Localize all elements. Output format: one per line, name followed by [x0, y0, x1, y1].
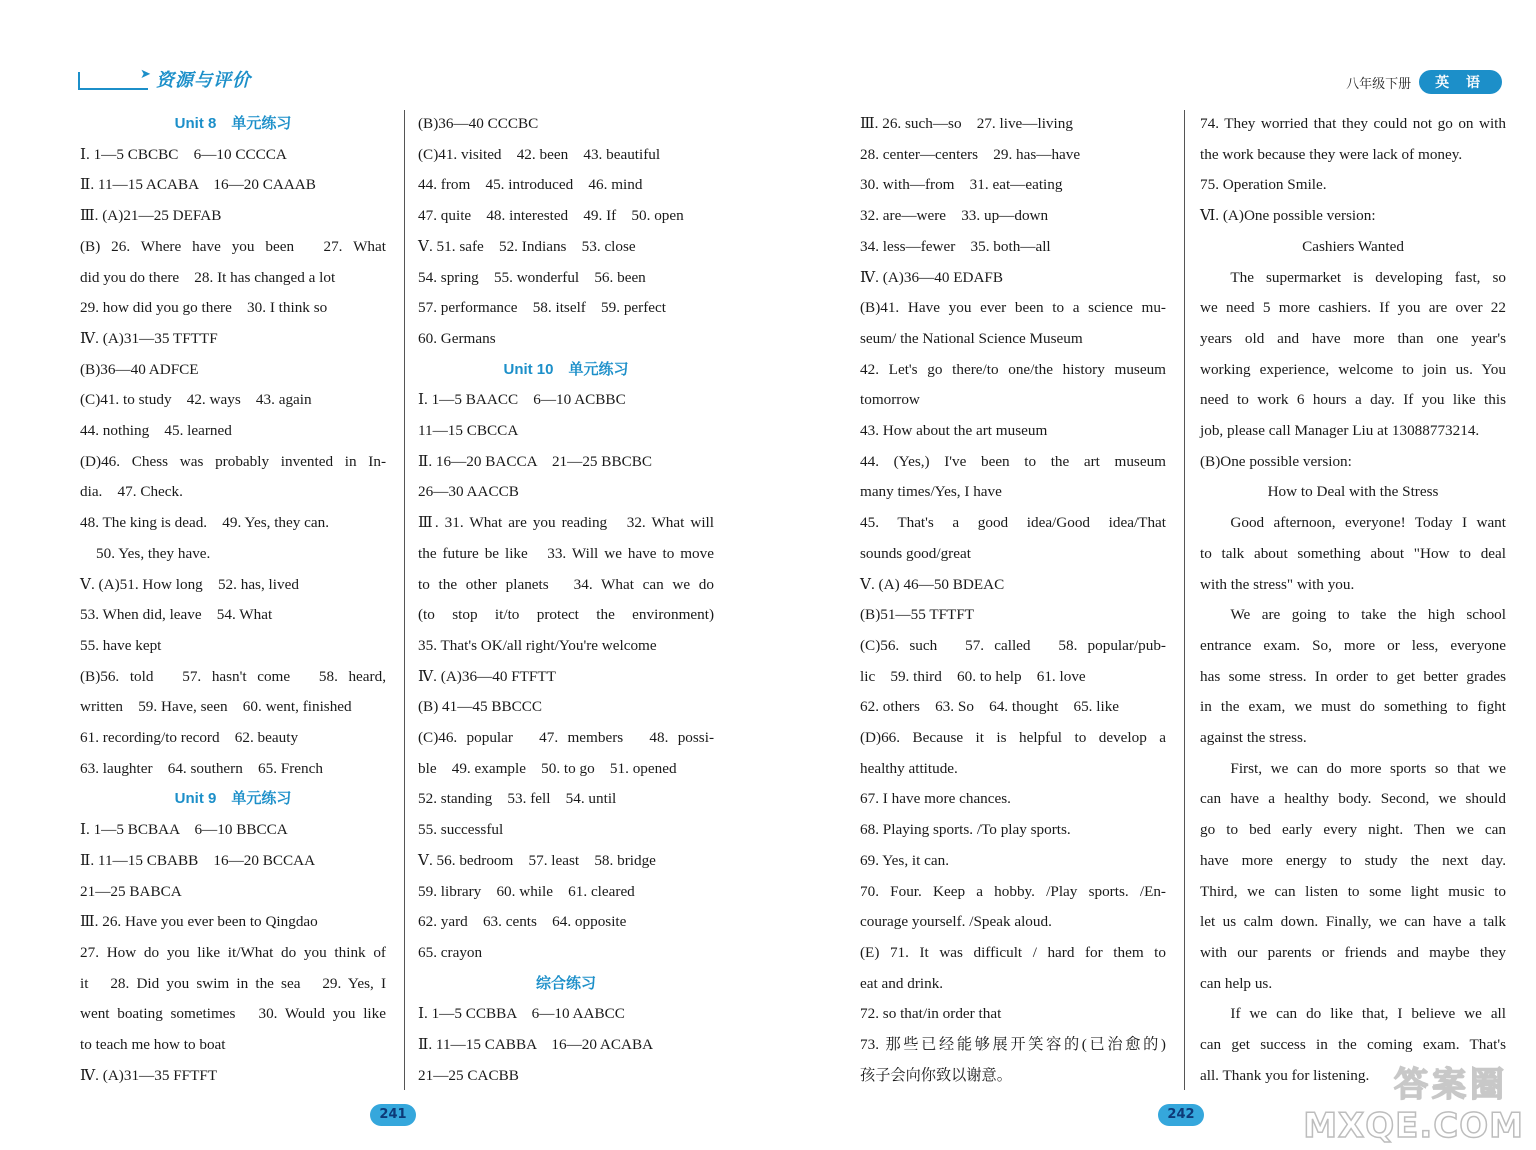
- answer-line: Ⅴ. (A)51. How long 52. has, lived: [80, 575, 299, 593]
- answer-line: dia. 47. Check.: [80, 483, 183, 501]
- answer-line: to talk about something about "How to deal: [1200, 544, 1506, 562]
- answer-line: 21—25 BABCA: [80, 882, 182, 900]
- section-title: 综合练习: [535, 974, 596, 992]
- answer-line: let us calm down. Finally, we can have a talk: [1200, 913, 1506, 931]
- answer-line: 45. That's a good idea/Good idea/That: [860, 514, 1166, 532]
- answer-line: Ⅲ. 26. Have you ever been to Qingdao: [80, 913, 318, 931]
- answer-line: 35. That's OK/all right/You're welcome: [418, 636, 657, 654]
- answer-line: 73. 那些已经能够展开笑容的(已治愈的): [860, 1036, 1166, 1054]
- answer-line: entrance exam. So, more or less, everyone: [1200, 636, 1506, 654]
- answer-line: 62. yard 63. cents 64. opposite: [418, 913, 627, 931]
- arrow-icon: ➤: [140, 67, 151, 82]
- answer-line: (B)One possible version:: [1200, 452, 1352, 470]
- answer-line: 34. less—fewer 35. both—all: [860, 237, 1051, 255]
- answer-line: 67. I have more chances.: [860, 790, 1011, 808]
- answer-line: (B)36—40 ADFCE: [80, 360, 199, 378]
- answer-line: 27. How do you like it/What do you think of: [80, 943, 386, 961]
- answer-line: Ⅴ. 56. bedroom 57. least 58. bridge: [418, 851, 656, 869]
- answer-line: (D)66. Because it is helpful to develop a: [860, 729, 1166, 747]
- answer-line: 68. Playing sports. /To play sports.: [860, 821, 1071, 839]
- header-rule: [78, 88, 148, 90]
- answer-line: 72. so that/in order that: [860, 1005, 1002, 1023]
- answer-line: 29. how did you go there 30. I think so: [80, 299, 328, 317]
- column-divider: [404, 110, 405, 1090]
- answer-line: eat and drink.: [860, 974, 944, 992]
- answer-line: 42. Let's go there/to one/the history museum: [860, 360, 1166, 378]
- answer-line: (C)56. such 57. called 58. popular/pub-: [860, 636, 1166, 654]
- answer-line: job, please call Manager Liu at 13088773214.: [1200, 422, 1480, 440]
- right-page: [768, 0, 1536, 1150]
- answer-line: Ⅱ. 11—15 ACABA 16—20 CAAAB: [80, 176, 316, 194]
- answer-line: 63. laughter 64. southern 65. French: [80, 759, 323, 777]
- answer-line: 44. from 45. introduced 46. mind: [418, 176, 643, 194]
- answer-line: 55. successful: [418, 821, 504, 839]
- answer-line: (B) 41—45 BBCCC: [418, 698, 543, 716]
- section-title: Unit 10 单元练习: [503, 360, 629, 378]
- answer-line: lic 59. third 60. to help 61. love: [860, 667, 1086, 685]
- answer-line: did you do there 28. It has changed a lot: [80, 268, 336, 286]
- watermark-cn: 答案圈: [1394, 1065, 1508, 1105]
- answer-line: Ⅱ. 11—15 CABBA 16—20 ACABA: [418, 1036, 654, 1054]
- answer-line: has some stress. In order to get better grades: [1200, 667, 1506, 685]
- answer-line: Ⅰ. 1—5 BCBAA 6—10 BBCCA: [80, 821, 288, 839]
- watermark-logo: [1303, 1058, 1530, 1146]
- answer-line: 61. recording/to record 62. beauty: [80, 729, 299, 747]
- answer-line: 26—30 AACCB: [418, 483, 519, 501]
- answer-line: Ⅳ. (A)36—40 FTFTT: [418, 667, 556, 685]
- answer-line: 75. Operation Smile.: [1200, 176, 1327, 194]
- answer-line: Ⅳ. (A)31—35 TFTTF: [80, 329, 218, 347]
- answer-column-4: [1200, 109, 1506, 1092]
- answer-line: went boating sometimes 30. Would you like: [80, 1005, 386, 1023]
- column-divider: [1184, 110, 1185, 1090]
- answer-line: 44. nothing 45. learned: [80, 422, 232, 440]
- answer-line: 65. crayon: [418, 943, 483, 961]
- subject-badge: 英 语: [1419, 70, 1502, 94]
- answer-line: Ⅱ. 11—15 CBABB 16—20 BCCAA: [80, 851, 316, 869]
- answer-line: working experience, welcome to join us. You: [1200, 360, 1506, 378]
- answer-line: 62. others 63. So 64. thought 65. like: [860, 698, 1120, 716]
- answer-line: to the other planets 34. What can we do: [418, 575, 714, 593]
- answer-line: healthy attitude.: [860, 759, 958, 777]
- answer-line: in the exam, we must do something to fight: [1200, 698, 1506, 716]
- answer-line: can have a healthy body. Second, we should: [1200, 790, 1506, 808]
- grade-header: [1346, 70, 1502, 94]
- answer-line: (D)46. Chess was probably invented in In-: [80, 452, 386, 470]
- page-number-right: 242: [1158, 1104, 1204, 1126]
- answer-line: need to work 6 hours a day. If you like this: [1200, 391, 1506, 409]
- answer-line: it 28. Did you swim in the sea 29. Yes, I: [80, 974, 386, 992]
- answer-line: 52. standing 53. fell 54. until: [418, 790, 617, 808]
- watermark-url: MXQE.COM: [1303, 1106, 1524, 1146]
- answer-line: Ⅰ. 1—5 BAACC 6—10 ACBBC: [418, 391, 626, 409]
- answer-line: 59. library 60. while 61. cleared: [418, 882, 635, 900]
- answer-line: ble 49. example 50. to go 51. opened: [418, 759, 677, 777]
- answer-line: Ⅰ. 1—5 CBCBC 6—10 CCCCA: [80, 145, 287, 163]
- brand-header: [78, 66, 278, 92]
- answer-line: can get success in the coming exam. That's: [1200, 1036, 1506, 1054]
- answer-line: 28. center—centers 29. has—have: [860, 145, 1081, 163]
- answer-line: many times/Yes, I have: [860, 483, 1002, 501]
- answer-line: 30. with—from 31. eat—eating: [860, 176, 1063, 194]
- answer-line: 50. Yes, they have.: [96, 544, 211, 562]
- answer-column-3: [860, 109, 1166, 1092]
- answer-line: go to bed early every night. Then we can: [1200, 821, 1506, 839]
- answer-line: 55. have kept: [80, 636, 162, 654]
- answer-line: If we can do like that, I believe we all: [1230, 1005, 1506, 1023]
- answer-line: Ⅳ. (A)31—35 FFTFT: [80, 1066, 218, 1084]
- answer-line: against the stress.: [1200, 729, 1307, 747]
- answer-line: (C)41. visited 42. been 43. beautiful: [418, 145, 661, 163]
- answer-line: (B) 26. Where have you been 27. What: [80, 237, 386, 255]
- answer-line: the work because they were lack of money.: [1200, 145, 1463, 163]
- grade-label: 八年级下册: [1346, 76, 1412, 92]
- answer-line: all. Thank you for listening.: [1200, 1066, 1370, 1084]
- answer-line: sounds good/great: [860, 544, 971, 562]
- answer-line: (C)46. popular 47. members 48. possi-: [418, 729, 714, 747]
- answer-line: 53. When did, leave 54. What: [80, 606, 273, 624]
- answer-line: 孩子会向你致以谢意。: [860, 1066, 1012, 1084]
- answer-line: 57. performance 58. itself 59. perfect: [418, 299, 666, 317]
- answer-line: can help us.: [1200, 974, 1273, 992]
- answer-line: The supermarket is developing fast, so: [1230, 268, 1506, 286]
- answer-line: Ⅳ. (A)36—40 EDAFB: [860, 268, 1003, 286]
- answer-line: tomorrow: [860, 391, 920, 409]
- answer-line: (B)41. Have you ever been to a science mu-: [860, 299, 1166, 317]
- answer-line: 32. are—were 33. up—down: [860, 207, 1049, 225]
- answer-line: Ⅰ. 1—5 CCBBA 6—10 AABCC: [418, 1005, 625, 1023]
- answer-line: Ⅴ. (A) 46—50 BDEAC: [860, 575, 1005, 593]
- answer-line: 21—25 CACBB: [418, 1066, 519, 1084]
- answer-line: Ⅲ. 26. such—so 27. live—living: [860, 115, 1073, 132]
- answer-line: Ⅱ. 16—20 BACCA 21—25 BBCBC: [418, 452, 652, 470]
- answer-line: the future be like 33. Will we have to move: [418, 544, 714, 562]
- answer-line: Third, we can listen to some light music to: [1200, 882, 1506, 900]
- answer-line: We are going to take the high school: [1230, 606, 1506, 624]
- answer-line: Ⅲ. 31. What are you reading 32. What will: [418, 514, 714, 532]
- answer-line: 47. quite 48. interested 49. If 50. open: [418, 207, 684, 225]
- answer-line: How to Deal with the Stress: [1267, 483, 1439, 501]
- answer-line: (C)41. to study 42. ways 43. again: [80, 391, 312, 409]
- answer-line: Ⅴ. 51. safe 52. Indians 53. close: [418, 237, 636, 255]
- answer-line: seum/ the National Science Museum: [860, 329, 1083, 347]
- section-title: Unit 8 单元练习: [174, 115, 292, 132]
- answer-line: 60. Germans: [418, 329, 496, 347]
- section-title: Unit 9 单元练习: [174, 790, 292, 808]
- answer-line: Ⅲ. (A)21—25 DEFAB: [80, 207, 222, 225]
- answer-line: (to stop it/to protect the environment): [418, 606, 714, 624]
- answer-line: Good afternoon, everyone! Today I want: [1230, 514, 1506, 532]
- answer-line: (E) 71. It was difficult / hard for them to: [860, 943, 1166, 961]
- answer-line: Cashiers Wanted: [1302, 237, 1404, 255]
- answer-line: 44. (Yes,) I've been to the art museum: [860, 452, 1166, 470]
- answer-line: 11—15 CBCCA: [418, 422, 519, 440]
- answer-line: (B)36—40 CCCBC: [418, 115, 539, 132]
- answer-line: with our parents or friends and maybe they: [1200, 943, 1506, 961]
- answer-line: courage yourself. /Speak aloud.: [860, 913, 1052, 931]
- answer-column-1: [80, 109, 386, 1092]
- answer-line: 69. Yes, it can.: [860, 851, 950, 869]
- answer-line: 43. How about the art museum: [860, 422, 1048, 440]
- answer-line: to teach me how to boat: [80, 1036, 226, 1054]
- answer-line: 74. They worried that they could not go on with: [1200, 115, 1506, 132]
- answer-line: with the stress" with you.: [1200, 575, 1355, 593]
- page-number-left: 241: [370, 1104, 416, 1126]
- answer-line: (B)51—55 TFTFT: [860, 606, 975, 624]
- answer-line: First, we can do more sports so that we: [1230, 759, 1506, 777]
- answer-line: we need 5 more cashiers. If you are over 22: [1200, 299, 1506, 317]
- answer-line: 70. Four. Keep a hobby. /Play sports. /En-: [860, 882, 1166, 900]
- answer-line: written 59. Have, seen 60. went, finished: [80, 698, 352, 716]
- brand-title: 资源与评价: [156, 70, 251, 91]
- answer-line: 54. spring 55. wonderful 56. been: [418, 268, 646, 286]
- answer-line: (B)56. told 57. hasn't come 58. heard,: [80, 667, 386, 685]
- answer-line: years old and have more than one year's: [1200, 329, 1506, 347]
- answer-line: have more energy to study the next day.: [1200, 851, 1506, 869]
- answer-line: Ⅵ. (A)One possible version:: [1200, 207, 1376, 225]
- answer-line: 48. The king is dead. 49. Yes, they can.: [80, 514, 330, 532]
- answer-column-2: [418, 109, 714, 1092]
